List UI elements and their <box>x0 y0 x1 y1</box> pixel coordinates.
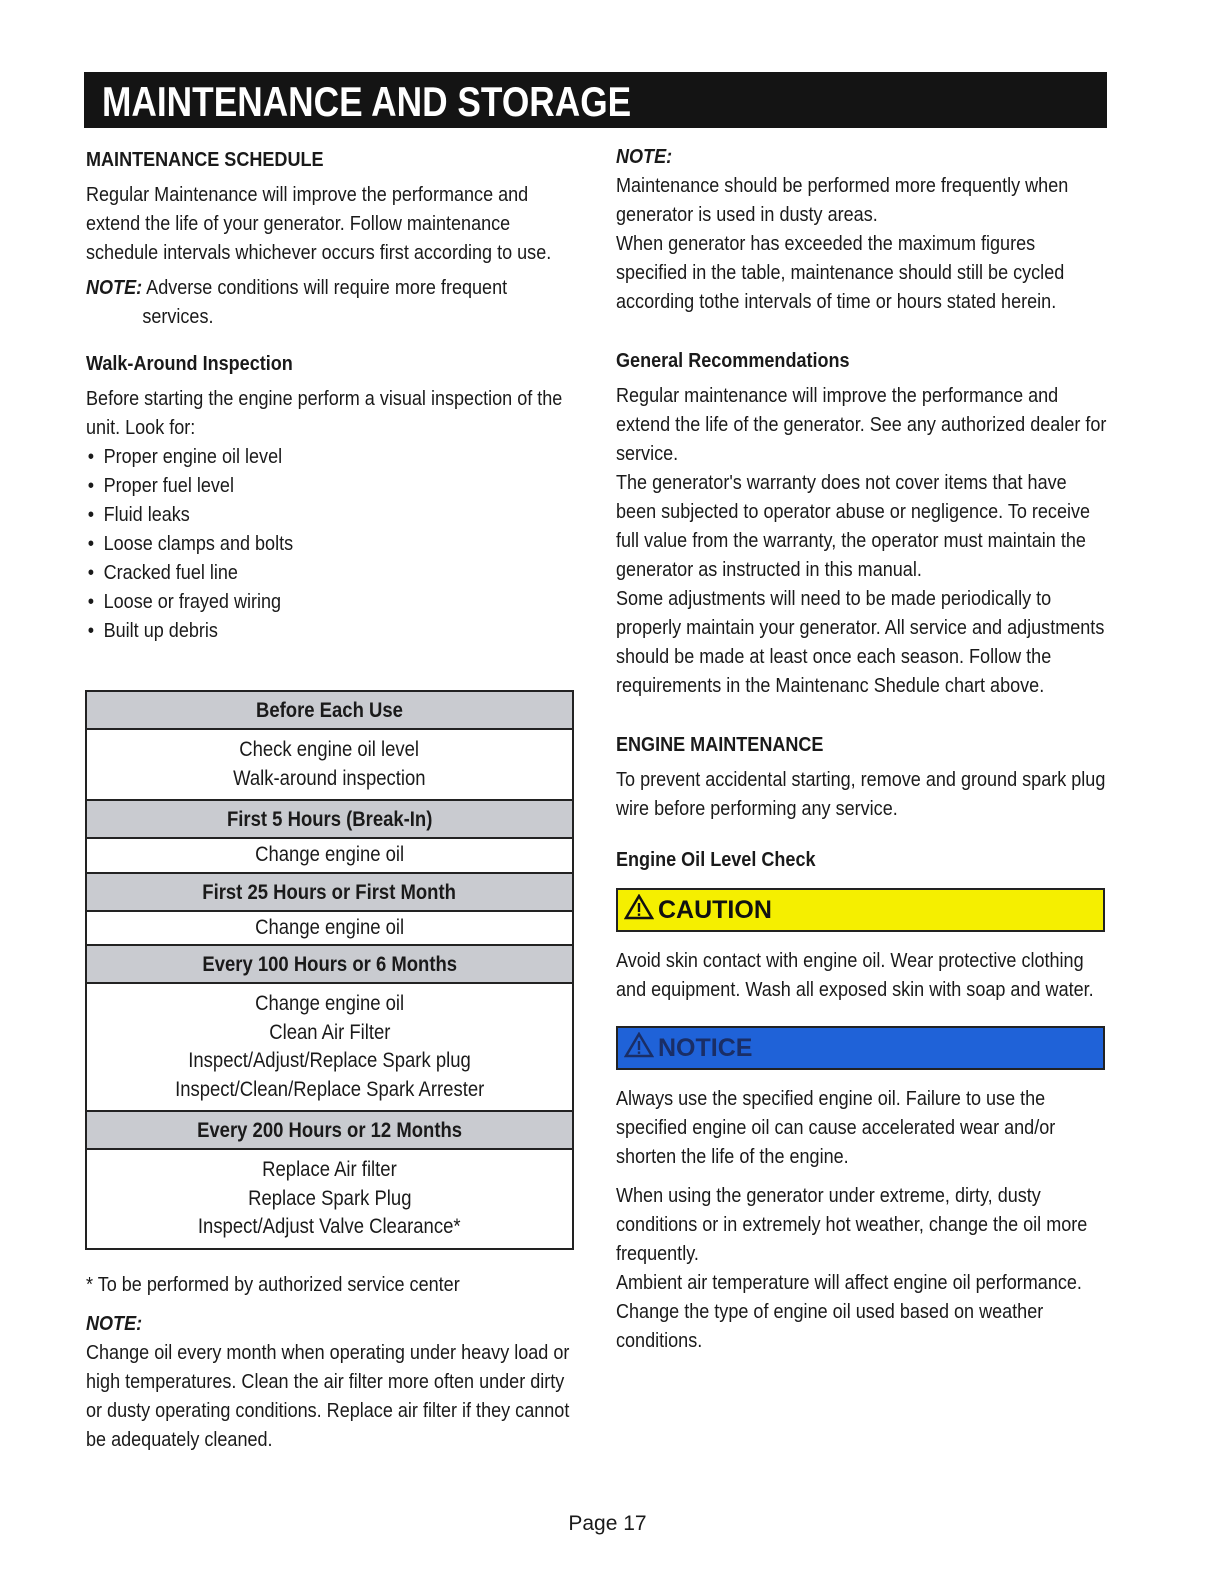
list-item: • Proper fuel level <box>86 471 573 500</box>
note-text: Adverse conditions will require more frequent <box>146 276 508 299</box>
schedule-interval-header: First 5 Hours (Break-In) <box>87 801 572 839</box>
schedule-task: Replace Spark Plug <box>247 1186 412 1210</box>
schedule-task: Check engine oil level <box>239 738 420 761</box>
general-p3: Some adjustments will need to be made periodically to properly maintain your generator. All service and adjustments should be made at least once each season. Follow the requirements in the Maintenanc Shedule chart above. <box>616 587 1105 697</box>
notice-banner <box>616 1026 1105 1070</box>
warning-triangle-icon <box>624 894 654 920</box>
walk-around-heading: Walk-Around Inspection <box>86 352 293 375</box>
maintenance-schedule-table <box>85 690 574 1250</box>
general-p2: The generator's warranty does not cover items that have been subjected to operator abuse or negligence. To receive full value from the warranty, the operator must maintain the generator as instructed in this manual. <box>616 471 1091 581</box>
general-recommendations-heading: General Recommendations <box>616 349 850 372</box>
schedule-interval-header: Every 200 Hours or 12 Months <box>87 1112 572 1150</box>
right-note-p1: Maintenance should be performed more frequently when generator is used in dusty areas. <box>616 174 1069 226</box>
list-item: • Proper engine oil level <box>86 442 573 471</box>
footnote: * To be performed by authorized service center <box>86 1273 460 1296</box>
list-item: • Loose clamps and bolts <box>86 529 573 558</box>
schedule-interval-tasks <box>87 730 572 801</box>
schedule-interval-tasks <box>87 1150 572 1248</box>
schedule-interval-tasks <box>87 984 572 1112</box>
engine-maintenance-text: To prevent accidental starting, remove and ground spark plug wire before performing any service. <box>616 768 1106 820</box>
right-note-p2: When generator has exceeded the maximum figures specified in the table, maintenance should still be cycled according tothe intervals of time or hours stated herein. <box>616 232 1065 313</box>
caution-text: Avoid skin contact with engine oil. Wear protective clothing and equipment. Wash all exposed skin with soap and water. <box>616 949 1094 1001</box>
schedule-intro: Regular Maintenance will improve the performance and extend the life of your generator. Follow maintenance schedule intervals whichever occurs first according to use. <box>86 183 552 264</box>
right-note-label: NOTE: <box>616 145 673 168</box>
schedule-note <box>86 273 573 302</box>
schedule-interval-tasks <box>87 839 572 874</box>
warning-triangle-icon <box>624 1032 654 1058</box>
schedule-task: Change engine oil <box>255 992 404 1015</box>
left-column-bottom <box>86 1270 576 1454</box>
oil-level-check-heading: Engine Oil Level Check <box>616 848 816 871</box>
list-item: • Loose or frayed wiring <box>86 587 573 616</box>
notice-text: Always use the specified engine oil. Failure to use the specified engine oil can cause accelerated wear and/or shorten the life of the engine. <box>616 1087 1056 1168</box>
section-title: MAINTENANCE AND STORAGE <box>102 78 632 125</box>
schedule-interval-header: Before Each Use <box>87 692 572 730</box>
note-text-cont: services. <box>142 305 214 328</box>
schedule-task: Clean Air Filter <box>268 1020 391 1044</box>
walk-around-list <box>86 442 573 645</box>
note2-label: NOTE: <box>86 1312 143 1335</box>
list-item: • Built up debris <box>86 616 573 645</box>
schedule-task: Change engine oil <box>255 843 404 866</box>
schedule-task: Walk-around inspection <box>233 766 426 790</box>
left-column <box>86 145 576 645</box>
schedule-task: Change engine oil <box>255 915 404 939</box>
schedule-interval-header: First 25 Hours or First Month <box>87 874 572 912</box>
list-item: • Fluid leaks <box>86 500 573 529</box>
schedule-interval-header: Every 100 Hours or 6 Months <box>87 946 572 984</box>
general-p1: Regular maintenance will improve the performance and extend the life of the generator. See any authorized dealer for service. <box>616 384 1107 465</box>
note-label: NOTE: <box>86 276 143 299</box>
list-item: • Cracked fuel line <box>86 558 573 587</box>
note2-text: Change oil every month when operating under heavy load or high temperatures. Clean the air filter more often under dirty or dusty operating conditions. Replace air filter if they cannot be adequately cleaned. <box>86 1341 570 1451</box>
extreme-conditions-p2: Ambient air temperature will affect engine oil performance. Change the type of engine oil used based on weather conditions. <box>616 1271 1082 1352</box>
extreme-conditions-p1: When using the generator under extreme, dirty, dusty conditions or in extremely hot weather, change the oil more frequently. <box>616 1184 1088 1265</box>
schedule-task: Inspect/Adjust/Replace Spark plug <box>188 1049 471 1072</box>
caution-banner <box>616 888 1105 932</box>
right-column <box>616 142 1111 1355</box>
caution-label: CAUTION <box>658 896 772 924</box>
schedule-interval-tasks <box>87 912 572 947</box>
schedule-task: Inspect/Clean/Replace Spark Arrester <box>174 1077 485 1101</box>
section-banner <box>84 72 1107 128</box>
schedule-task: Inspect/Adjust Valve Clearance* <box>198 1215 461 1238</box>
page-number: Page 17 <box>568 1512 647 1535</box>
schedule-task: Replace Air filter <box>262 1158 397 1181</box>
walk-around-intro: Before starting the engine perform a visual inspection of the unit. Look for: <box>86 387 563 439</box>
notice-label: NOTICE <box>658 1034 753 1062</box>
engine-maintenance-heading: ENGINE MAINTENANCE <box>616 733 824 756</box>
schedule-heading: MAINTENANCE SCHEDULE <box>86 148 324 171</box>
